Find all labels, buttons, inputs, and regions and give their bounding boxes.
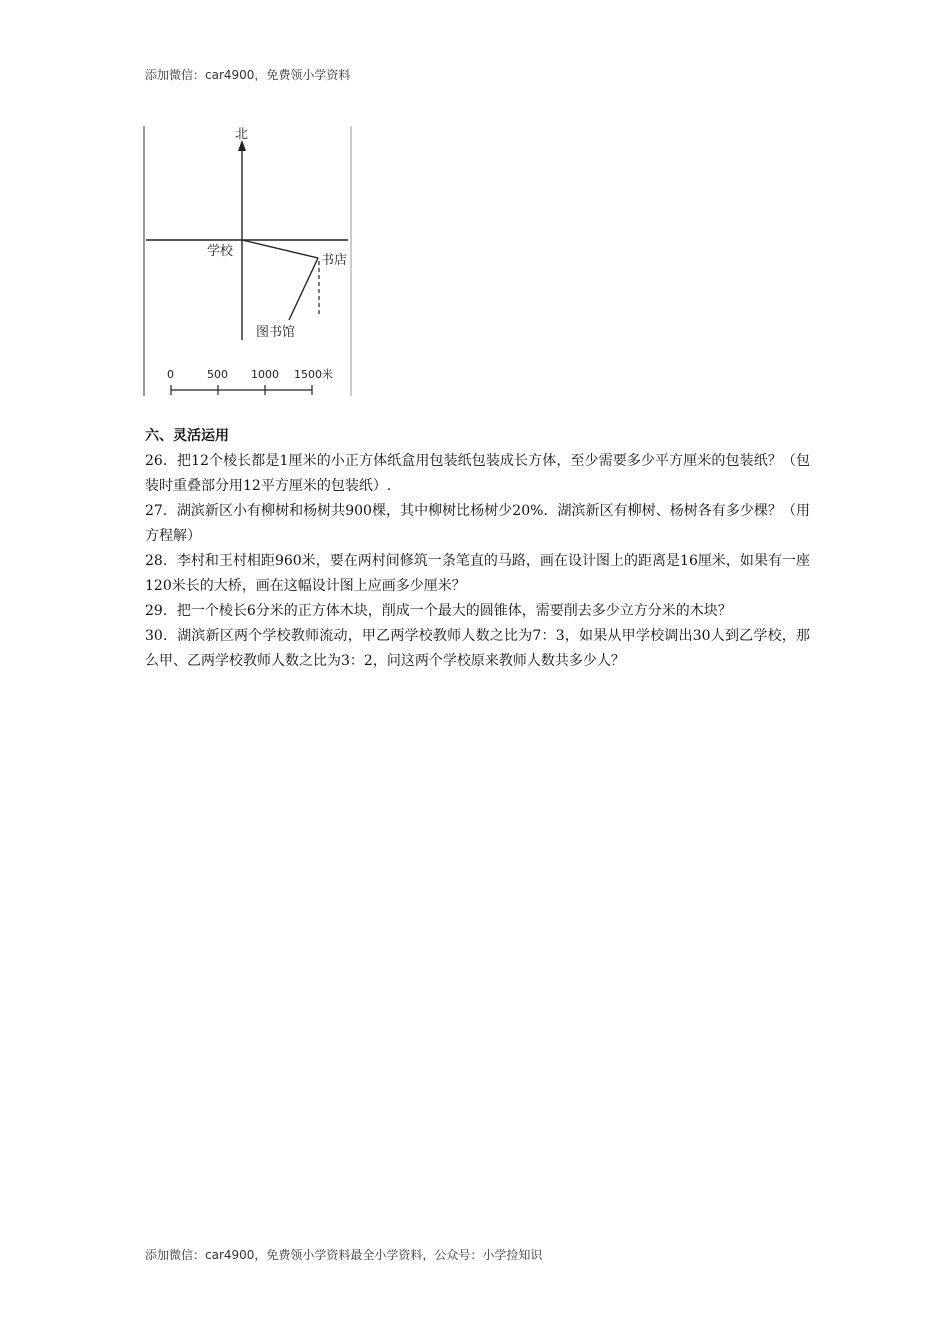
map-figure	[142, 124, 354, 398]
question-29: 29．把一个棱长6分米的正方体木块，削成一个最大的圆锥体，需要削去多少立方分米的木块？	[145, 603, 732, 619]
scale-label-1000: 1000	[251, 368, 279, 381]
north-label: 北	[235, 127, 249, 142]
bookstore-to-library-line	[289, 258, 318, 320]
section-title: 六、灵活运用	[145, 428, 229, 444]
bookstore-label: 书店	[321, 253, 348, 268]
scale-label-500: 500	[207, 368, 228, 381]
school-label: 学校	[207, 244, 234, 259]
page-footer: 添加微信：car4900，免费领小学资料最全小学资料，公众号：小学捡知识	[145, 1248, 543, 1262]
library-label: 图书馆	[256, 325, 296, 340]
question-27: 27．湖滨新区小有柳树和杨树共900棵，其中柳树比杨树少20%．湖滨新区有柳树、杨树各有多少棵？（用方程解）	[145, 503, 810, 544]
school-to-bookstore-line	[242, 240, 318, 258]
scale-label-0: 0	[167, 368, 174, 381]
page-header: 添加微信：car4900，免费领小学资料	[145, 68, 351, 82]
section-six	[145, 424, 810, 674]
question-26: 26．把12个棱长都是1厘米的小正方体纸盒用包装纸包装成长方体，至少需要多少平方厘米的包装纸？（包装时重叠部分用12平方厘米的包装纸）.	[145, 453, 810, 494]
scale-label-1500: 1500米	[294, 368, 333, 381]
question-30: 30．湖滨新区两个学校教师流动，甲乙两学校教师人数之比为7：3，如果从甲学校调出30人到乙学校，那么甲、乙两学校教师人数之比为3：2，问这两个学校原来教师人数共多少人？	[145, 628, 810, 669]
question-28: 28．李村和王村相距960米，要在两村间修筑一条笔直的马路，画在设计图上的距离是16厘米，如果有一座120米长的大桥，画在这幅设计图上应画多少厘米？	[145, 553, 810, 594]
